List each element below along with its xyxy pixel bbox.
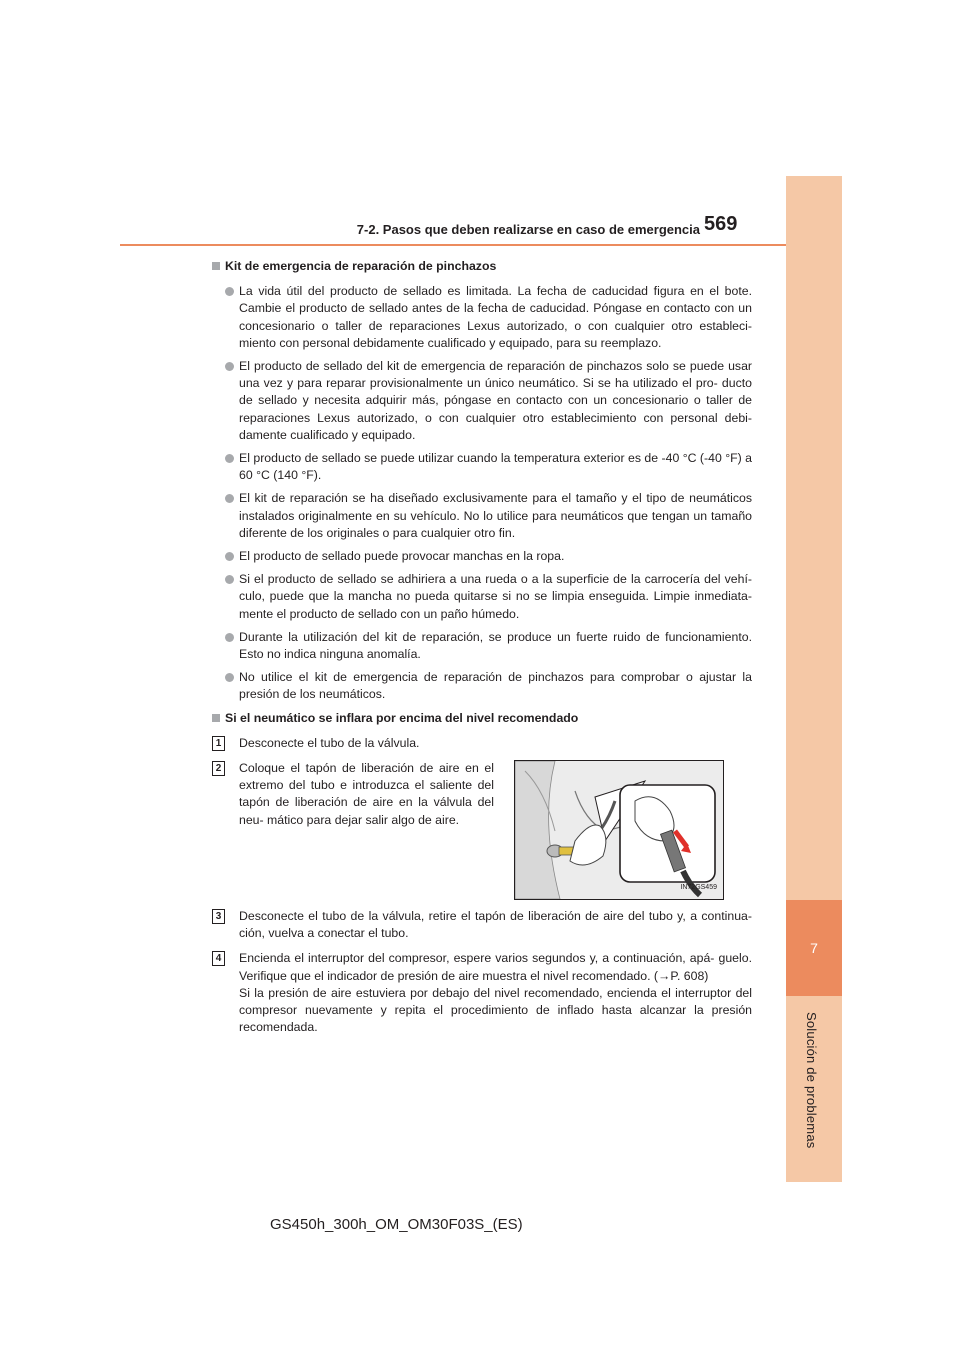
section-title: Kit de emergencia de reparación de pinchazos — [212, 258, 752, 275]
square-bullet-icon — [212, 714, 220, 722]
bullet-dot-icon — [225, 454, 234, 463]
page-number: 569 — [704, 213, 738, 235]
illustration-code: IN72GS459 — [680, 883, 717, 891]
list-item: El producto de sellado se puede utilizar cuando la temperatura exterior es de -40 °C (-40 °F) a 60 °C (140 °F). — [212, 450, 752, 484]
bullet-dot-icon — [225, 575, 234, 584]
bullet-dot-icon — [225, 552, 234, 561]
step-item: 2 Coloque el tapón de liberación de aire en el extremo del tubo e introduzca el saliente del tapón de liberación de aire en la válvula del neu- mático para dejar salir algo de aire. IN72GS459 — [212, 760, 752, 900]
document-code: GS450h_300h_OM_OM30F03S_(ES) — [270, 1216, 523, 1233]
illustration — [514, 760, 724, 900]
step-number: 4 — [212, 951, 225, 966]
chapter-label: Solución de problemas — [804, 1012, 819, 1149]
chapter-number: 7 — [786, 900, 842, 996]
step-number: 3 — [212, 909, 225, 924]
section-title: Si el neumático se inflara por encima del nivel recomendado — [212, 710, 752, 727]
list-item: Durante la utilización del kit de reparación, se produce un fuerte ruido de funcionamiento. Esto no indica ninguna anomalía. — [212, 629, 752, 663]
header-title: 7-2. Pasos que deben realizarse en caso de emergencia — [356, 222, 700, 237]
list-item: La vida útil del producto de sellado es limitada. La fecha de caducidad figura en el bote. Cambie el producto de sellado antes de la fecha de caducidad. Póngase en contacto con un concesionario o taller de reparaciones Lexus autorizado, o con cualquier otro estableci- miento con personal debidamente cualificado y equipado, para su reemplazo. — [212, 283, 752, 352]
bullet-dot-icon — [225, 287, 234, 296]
bullet-dot-icon — [225, 673, 234, 682]
bullet-dot-icon — [225, 633, 234, 642]
step-item: 4 Encienda el interruptor del compresor, espere varios segundos y, a continuación, apá- guelo. Verifique que el indicador de presión de aire muestra el nivel recomendado. (→P. 608) Si la presión de aire estuviera por debajo del nivel recomendado, encienda el interruptor del compresor nuevamente y repita el procedimiento de inflado hasta alcanzar la presión recomendada. — [212, 950, 752, 1036]
list-item: No utilice el kit de emergencia de reparación de pinchazos para comprobar o ajustar la presión de los neumáticos. — [212, 669, 752, 703]
step-number: 1 — [212, 736, 225, 751]
step-number: 2 — [212, 761, 225, 776]
square-bullet-icon — [212, 262, 220, 270]
step-item: 1 Desconecte el tubo de la válvula. — [212, 735, 752, 752]
list-item: El kit de reparación se ha diseñado exclusivamente para el tamaño y el tipo de neumáticos instalados originalmente en su vehículo. No lo utilice para neumáticos que tengan un tamaño diferente de los originales o para cualquier otro fin. — [212, 490, 752, 542]
list-item: El producto de sellado del kit de emergencia de reparación de pinchazos solo se puede usar una vez y para reparar provisionalmente un único neumático. Si se ha utilizado el pro- ducto de sellado y necesita adquirir más, póngase en contacto con un concesionario o taller de reparaciones Lexus autorizado, o con cualquier otro establecimiento con personal debi- damente cualificado y equipado. — [212, 358, 752, 444]
header-rule — [120, 244, 786, 246]
list-item: Si el producto de sellado se adhiriera a una rueda o a la superficie de la carrocería del vehí- culo, puede que la mancha no pueda quitarse si no se limpia enseguida. Limpie inmediata- mente el producto de sellado con un paño húmedo. — [212, 571, 752, 623]
list-item: El producto de sellado puede provocar manchas en la ropa. — [212, 548, 752, 565]
step-item: 3 Desconecte el tubo de la válvula, retire el tapón de liberación de aire del tubo y, a continua- ción, vuelva a conectar el tubo. — [212, 908, 752, 942]
bullet-dot-icon — [225, 494, 234, 503]
bullet-dot-icon — [225, 362, 234, 371]
main-content — [212, 256, 752, 1045]
